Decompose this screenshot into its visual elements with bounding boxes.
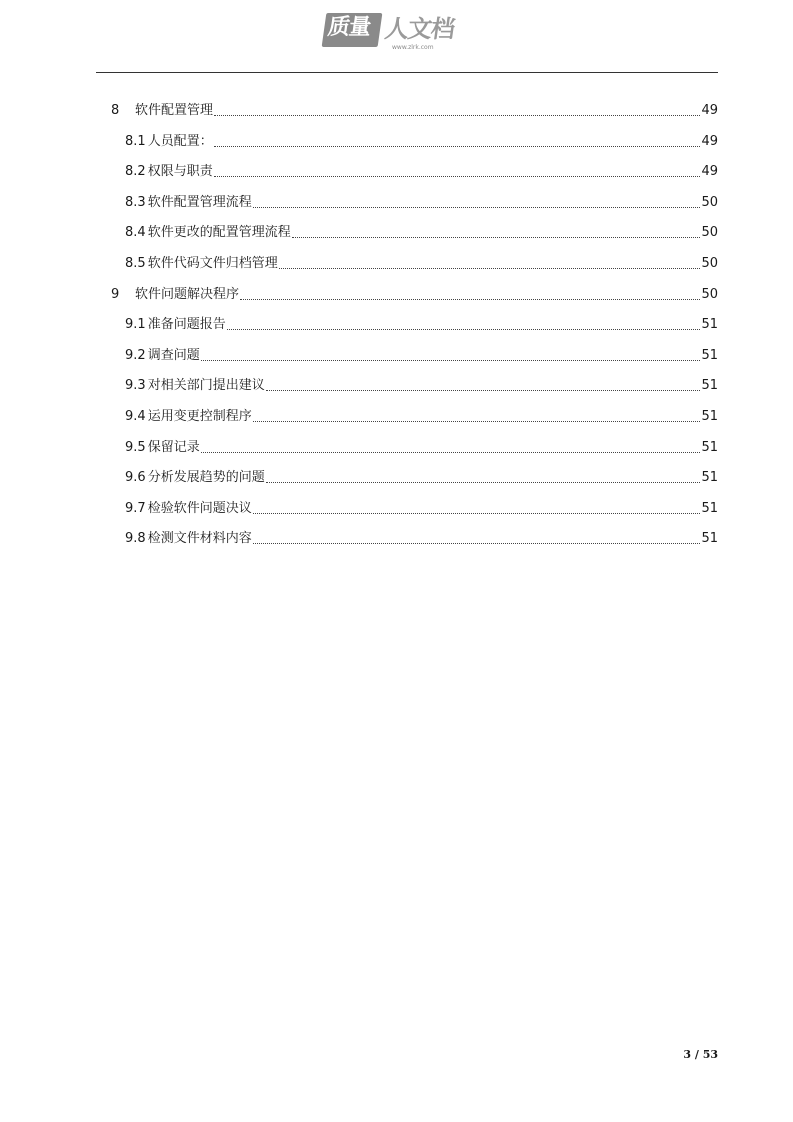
toc-section-entry[interactable]: [125, 433, 718, 457]
toc-entry-title: 准备问题报告: [147, 317, 226, 333]
toc-chapter-entry[interactable]: [111, 96, 718, 120]
toc-entry-page: 51: [701, 317, 718, 333]
toc-entry-page: 50: [701, 256, 718, 271]
toc-entry-number: 9.7: [125, 500, 146, 516]
toc-entry-page: 49: [701, 164, 718, 180]
toc-dot-leader: [253, 533, 701, 544]
toc-entry-number: 9.1: [125, 317, 146, 333]
toc-entry-page: 51: [701, 470, 718, 486]
toc-section-entry[interactable]: [125, 310, 718, 334]
toc-entry-page: 51: [701, 347, 718, 363]
toc-section-entry[interactable]: [125, 249, 718, 273]
toc-entry-page: 51: [701, 500, 718, 516]
header-divider: [96, 72, 718, 73]
toc-section-entry[interactable]: [125, 188, 718, 212]
toc-entry-page: 51: [701, 531, 718, 547]
toc-entry-title: 软件问题解决程序: [135, 286, 240, 302]
toc-entry-page: 51: [701, 378, 718, 394]
toc-chapter-entry[interactable]: [111, 280, 718, 304]
toc-entry-title: 软件代码文件归档管理: [147, 256, 278, 271]
toc-entry-page: 51: [701, 439, 718, 455]
logo-wordmark: 人文档: [383, 15, 456, 43]
toc-entry-title: 软件更改的配置管理流程: [147, 225, 291, 241]
toc-section-entry[interactable]: [125, 402, 718, 426]
toc-section-entry[interactable]: [125, 371, 718, 395]
toc-dot-leader: [214, 105, 700, 116]
toc-entry-page: 49: [701, 133, 718, 149]
toc-section-entry[interactable]: [125, 494, 718, 518]
toc-entry-title: 检验软件问题决议: [147, 500, 252, 516]
toc-entry-title: 运用变更控制程序: [147, 409, 252, 424]
toc-entry-page: 50: [701, 194, 718, 210]
toc-entry-number: 9.8: [125, 531, 146, 547]
toc-dot-leader: [240, 289, 700, 300]
toc-entry-title: 权限与职责: [147, 164, 213, 180]
toc-entry-title: 人员配置：: [147, 133, 213, 149]
toc-entry-title: 保留记录: [147, 439, 200, 455]
toc-entry-title: 软件配置管理: [135, 103, 214, 118]
toc-section-entry[interactable]: [125, 218, 718, 242]
toc-entry-number: 8.3: [125, 194, 146, 210]
toc-section-entry[interactable]: [125, 341, 718, 365]
toc-entry-number: 9: [111, 286, 120, 302]
toc-dot-leader: [253, 197, 701, 208]
toc-dot-leader: [201, 350, 701, 361]
toc-entry-title: 对相关部门提出建议: [147, 378, 265, 394]
toc-entry-page: 51: [701, 409, 718, 424]
toc-dot-leader: [201, 442, 701, 453]
toc-entry-number: 8: [111, 103, 120, 118]
toc-section-entry[interactable]: [125, 463, 718, 487]
toc-entry-number: 8.1: [125, 133, 146, 149]
toc-dot-leader: [279, 258, 701, 269]
toc-dot-leader: [292, 227, 701, 238]
toc-entry-page: 49: [701, 103, 718, 118]
toc-section-entry[interactable]: [125, 524, 718, 548]
toc-entry-number: 9.6: [125, 470, 146, 486]
toc-entry-page: 50: [701, 286, 718, 302]
toc-entry-title: 检测文件材料内容: [147, 531, 252, 547]
toc-entry-number: 9.3: [125, 378, 146, 394]
toc-section-entry[interactable]: [125, 157, 718, 181]
toc-entry-number: 8.4: [125, 225, 146, 241]
toc-entry-number: 8.5: [125, 256, 146, 271]
toc-dot-leader: [266, 472, 701, 483]
toc-entry-title: 分析发展趋势的问题: [147, 470, 265, 486]
toc-dot-leader: [253, 503, 701, 514]
toc-entry-number: 9.5: [125, 439, 146, 455]
site-logo: [322, 10, 467, 52]
toc-entry-page: 50: [701, 225, 718, 241]
toc-dot-leader: [227, 319, 701, 330]
logo-url: www.zlrk.com: [392, 44, 434, 51]
toc-entry-number: 8.2: [125, 164, 146, 180]
toc-dot-leader: [214, 136, 701, 147]
toc-section-entry[interactable]: [125, 127, 718, 151]
logo-badge-text: 质量: [326, 15, 372, 40]
page-number: 3 / 53: [683, 1048, 718, 1061]
toc-dot-leader: [214, 166, 701, 177]
toc-entry-number: 9.4: [125, 409, 146, 424]
toc-dot-leader: [253, 411, 701, 422]
toc-entry-title: 软件配置管理流程: [147, 194, 252, 210]
toc-entry-number: 9.2: [125, 347, 146, 363]
toc-entry-title: 调查问题: [147, 347, 200, 363]
toc-dot-leader: [266, 380, 701, 391]
